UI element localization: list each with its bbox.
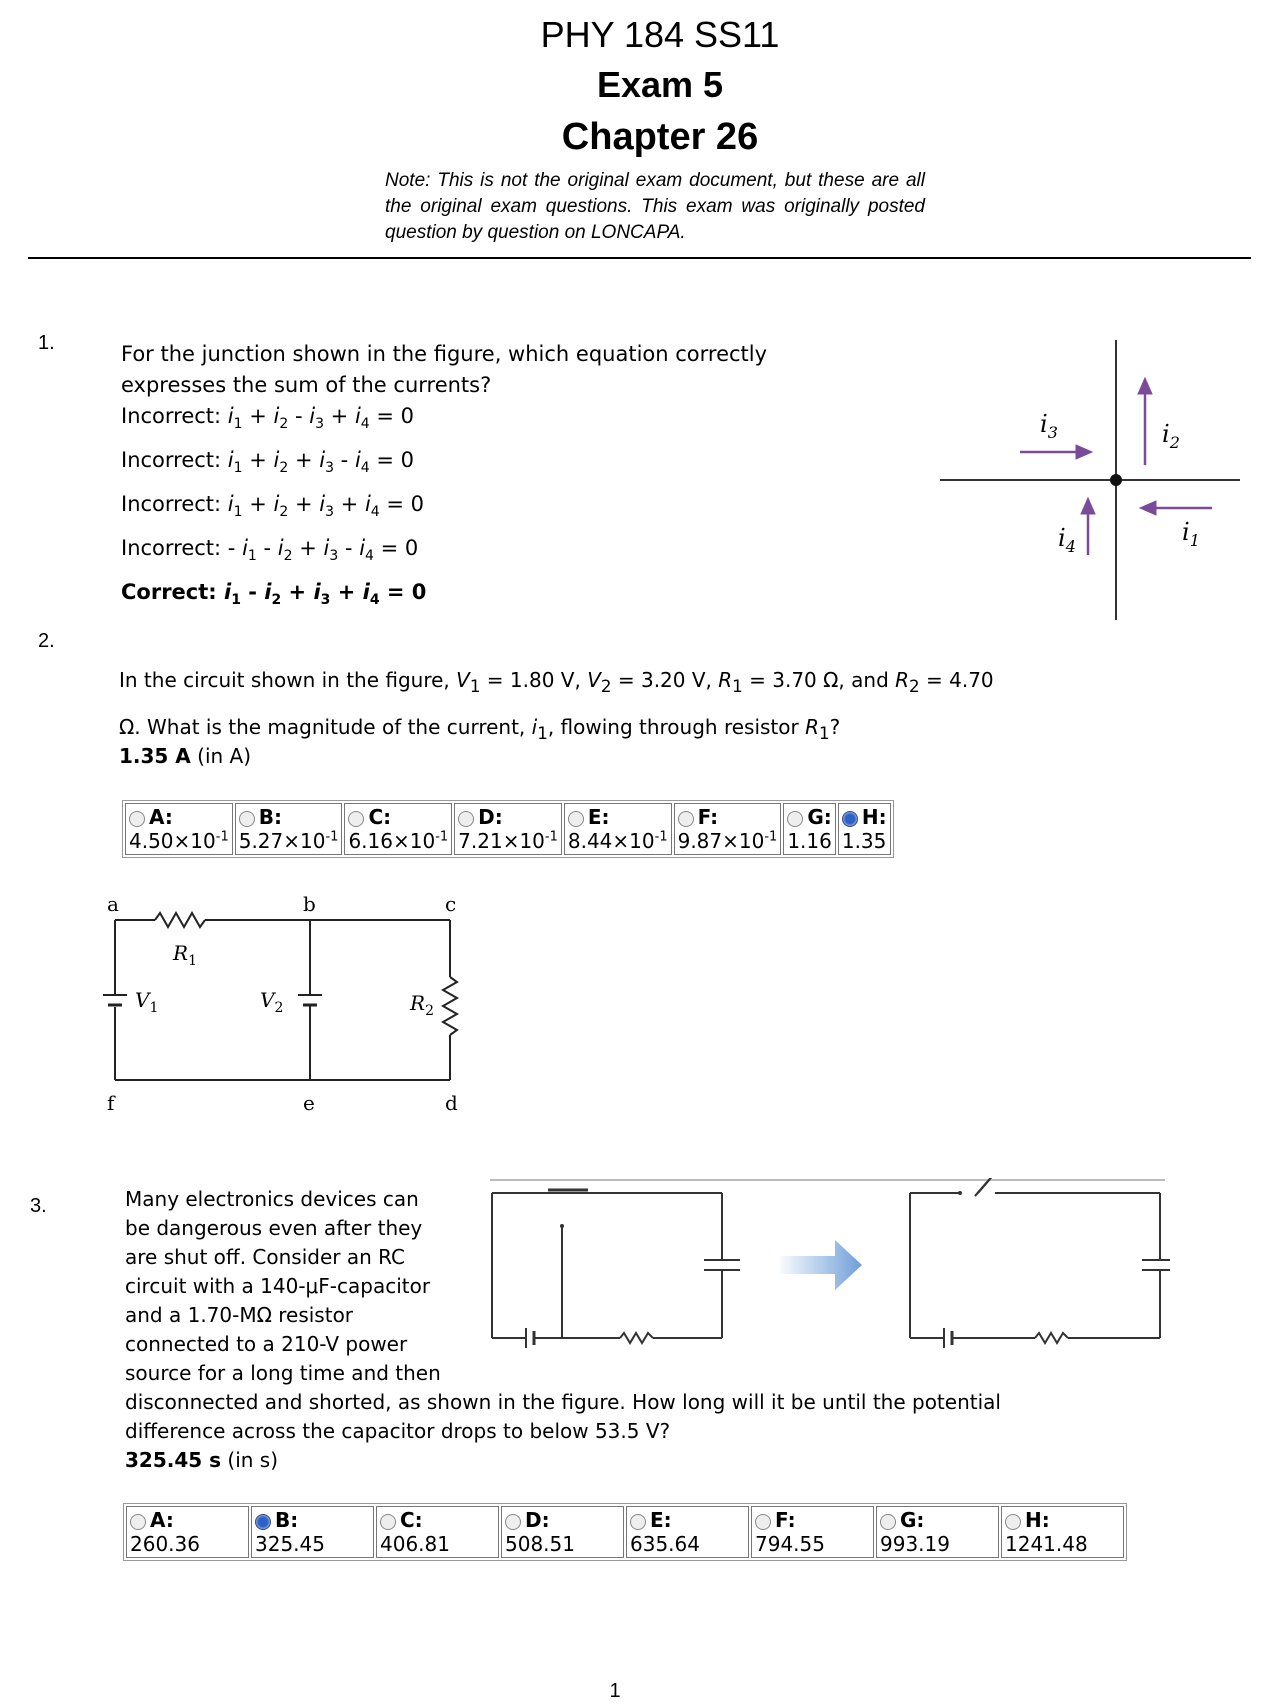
radio-button[interactable] <box>255 1514 271 1530</box>
node-a: a <box>107 895 119 916</box>
chapter-title: Chapter 26 <box>561 116 759 158</box>
choice-cell[interactable] <box>751 1506 874 1558</box>
choice-letter: G: <box>807 805 832 829</box>
operator: = 0 <box>373 536 419 560</box>
question-3-answer-unit: (in s) <box>221 1448 279 1472</box>
option-label: Incorrect: <box>121 536 228 560</box>
operator: - <box>227 536 243 560</box>
question-2-answer <box>119 744 251 768</box>
choice-value: 1.16 <box>787 829 832 853</box>
choice-cell[interactable] <box>235 803 343 855</box>
current-symbol: i <box>224 580 232 604</box>
radio-button[interactable] <box>505 1514 521 1530</box>
current-subscript: 4 <box>365 548 374 565</box>
choice-letter: E: <box>650 1508 672 1532</box>
choice-value: $6.16\times 10^{-1}$ <box>348 829 449 853</box>
choice-value: $4.50\times 10^{-1}$ <box>129 829 229 853</box>
choice-cell[interactable] <box>125 803 233 855</box>
current-subscript: 3 <box>329 548 339 565</box>
operator: + <box>242 448 274 472</box>
choice-cell[interactable] <box>501 1506 624 1558</box>
question-3-prompt-line: connected to a 210-V power <box>125 1332 408 1356</box>
option-label: Correct: <box>121 580 224 604</box>
operator: = 0 <box>379 492 425 516</box>
operator: - <box>240 580 265 604</box>
operator: + <box>323 404 355 428</box>
choice-letter: C: <box>400 1508 423 1532</box>
current-subscript: 2 <box>271 592 282 609</box>
choice-cell[interactable] <box>376 1506 499 1558</box>
question-3-answer <box>125 1448 278 1472</box>
choice-cell[interactable] <box>783 803 836 855</box>
question-1-option <box>121 448 426 492</box>
choice-letter: B: <box>275 1508 299 1532</box>
node-f: f <box>107 1091 115 1115</box>
label-i3: $i_3$ <box>1040 410 1058 442</box>
radio-button[interactable] <box>129 811 145 827</box>
question-3-prompt-line: difference across the capacitor drops to below 53.5 V? <box>125 1419 671 1443</box>
choice-value: 635.64 <box>630 1532 700 1556</box>
radio-button[interactable] <box>380 1514 396 1530</box>
arrow-i1 <box>1140 501 1212 515</box>
choice-value: $9.87\times 10^{-1}$ <box>677 829 778 853</box>
question-1-option <box>121 536 426 580</box>
rc-circuit-figure <box>490 1178 1170 1358</box>
choice-letter: D: <box>478 805 503 829</box>
operator: - <box>288 404 310 428</box>
question-3-prompt-line: circuit with a 140-μF-capacitor <box>125 1274 431 1298</box>
operator: + <box>292 536 324 560</box>
current-symbol: i <box>364 492 371 516</box>
choice-cell[interactable] <box>674 803 782 855</box>
label-i1: $i_1$ <box>1182 518 1200 550</box>
arrow-i2 <box>1138 378 1152 465</box>
question-1-number: 1. <box>38 332 55 354</box>
current-subscript: 1 <box>233 460 243 477</box>
choice-value: 508.51 <box>505 1532 575 1556</box>
choice-value: $7.21\times 10^{-1}$ <box>458 829 558 853</box>
choice-cell[interactable] <box>564 803 672 855</box>
radio-button[interactable] <box>568 811 584 827</box>
choice-value: 794.55 <box>755 1532 825 1556</box>
radio-button[interactable] <box>348 811 364 827</box>
question-2-answer-value: 1.35 A <box>119 744 191 768</box>
current-symbol: i <box>309 404 316 428</box>
current-symbol: i <box>313 580 321 604</box>
choice-value: $5.27\times 10^{-1}$ <box>238 829 339 853</box>
choice-cell[interactable] <box>876 1506 999 1558</box>
choice-letter: B: <box>258 805 282 829</box>
operator: - <box>338 536 360 560</box>
question-2-choices <box>122 800 894 858</box>
current-symbol: i <box>227 404 234 428</box>
radio-button[interactable] <box>787 811 803 827</box>
header-divider <box>28 257 1251 259</box>
current-subscript: 2 <box>283 548 293 565</box>
current-symbol: i <box>319 448 326 472</box>
arrow-i3 <box>1020 445 1092 459</box>
question-1-option <box>121 580 426 624</box>
choices-table <box>123 1503 1127 1561</box>
operator: = 0 <box>369 448 415 472</box>
choice-letter: H: <box>861 805 887 829</box>
question-3-prompt-line: Many electronics devices can <box>125 1187 419 1211</box>
node-b: b <box>303 895 316 916</box>
question-3-choices <box>123 1503 1127 1561</box>
choice-cell[interactable] <box>838 803 891 855</box>
current-subscript: 1 <box>233 504 243 521</box>
circuit-figure <box>95 895 475 1120</box>
radio-button[interactable] <box>842 811 858 827</box>
transition-arrow-icon <box>780 1240 862 1290</box>
choice-letter: F: <box>775 1508 796 1532</box>
operator: = 0 <box>379 580 427 604</box>
current-subscript: 1 <box>247 548 257 565</box>
operator: + <box>288 492 320 516</box>
choice-value: 260.36 <box>130 1532 200 1556</box>
choice-letter: A: <box>150 1508 174 1532</box>
choice-letter: A: <box>149 805 173 829</box>
current-symbol: i <box>264 580 272 604</box>
question-1-prompt <box>121 339 901 401</box>
choice-letter: G: <box>900 1508 925 1532</box>
choice-cell[interactable] <box>626 1506 749 1558</box>
current-subscript: 3 <box>325 504 334 521</box>
question-2-prompt: In the circuit shown in the figure, $V_1 = 1.80$ V, $V_2 = 3.20$ V, $R_1 = 3.70$ Ω, and $R_2 = 4.70$ Ω. What is the magnitude of the current, $i_1$, flowing through resistor $R_1$? <box>119 668 994 743</box>
radio-button[interactable] <box>630 1514 646 1530</box>
current-symbol: i <box>354 404 361 428</box>
operator: - <box>334 448 355 472</box>
question-3-prompt-line: are shut off. Consider an RC <box>125 1245 405 1269</box>
choice-cell[interactable] <box>344 803 452 855</box>
operator: = 0 <box>369 404 415 428</box>
choice-cell[interactable] <box>1001 1506 1124 1558</box>
choice-letter: H: <box>1025 1508 1050 1532</box>
node-e: e <box>303 1091 315 1115</box>
choice-value: 993.19 <box>880 1532 950 1556</box>
current-subscript: 4 <box>360 460 370 477</box>
radio-button[interactable] <box>880 1514 896 1530</box>
current-symbol: i <box>273 492 280 516</box>
current-symbol: i <box>227 448 234 472</box>
node-d: d <box>445 1091 458 1115</box>
junction-figure <box>940 330 1250 620</box>
page-number: 1 <box>609 1680 621 1702</box>
node-c: c <box>445 895 457 916</box>
option-label: Incorrect: <box>121 404 228 428</box>
current-subscript: 4 <box>369 592 380 609</box>
operator: + <box>334 492 365 516</box>
current-subscript: 2 <box>279 504 289 521</box>
course-title: PHY 184 SS11 <box>540 14 780 55</box>
current-subscript: 4 <box>360 416 370 433</box>
current-symbol: i <box>323 536 330 560</box>
choice-letter: D: <box>525 1508 550 1532</box>
label-i4: $i_4$ <box>1058 524 1076 556</box>
question-3-number: 3. <box>30 1195 47 1217</box>
choice-letter: C: <box>368 805 392 829</box>
current-symbol: i <box>362 580 370 604</box>
radio-button[interactable] <box>678 811 694 827</box>
header-note: Note: This is not the original exam document, but these are all the original exam questions. This exam was originally posted question by question on LONCAPA. <box>385 170 925 243</box>
current-subscript: 1 <box>231 592 241 609</box>
label-V2: $V_2$ <box>260 988 284 1016</box>
question-1-options <box>121 404 426 624</box>
choice-cell[interactable] <box>454 803 562 855</box>
radio-button[interactable] <box>130 1514 146 1530</box>
choice-value: 406.81 <box>380 1532 450 1556</box>
current-symbol: i <box>277 536 284 560</box>
operator: + <box>330 580 363 604</box>
choice-value: $8.44\times 10^{-1}$ <box>567 829 668 853</box>
option-label: Incorrect: <box>121 492 228 516</box>
current-subscript: 4 <box>370 504 380 521</box>
current-subscript: 3 <box>320 592 331 609</box>
question-2-prompt-start: In the circuit shown in the figure, <box>119 668 457 692</box>
operator: + <box>242 492 274 516</box>
question-3-answer-value: 325.45 s <box>125 1448 222 1472</box>
question-2-answer-unit: (in A) <box>190 744 252 768</box>
question-1-option <box>121 404 426 448</box>
operator: + <box>242 404 274 428</box>
radio-button[interactable] <box>239 811 255 827</box>
radio-button[interactable] <box>1005 1514 1021 1530</box>
current-subscript: 3 <box>315 416 324 433</box>
question-3-prompt-line: and a 1.70-MΩ resistor <box>125 1303 354 1327</box>
radio-button[interactable] <box>458 811 474 827</box>
operator: + <box>281 580 314 604</box>
question-1-prompt-line: For the junction shown in the figure, which equation correctly <box>121 342 768 366</box>
current-subscript: 3 <box>325 460 334 477</box>
label-i2: $i_2$ <box>1162 420 1180 452</box>
current-subscript: 2 <box>279 416 289 433</box>
choice-value: 1241.48 <box>1005 1532 1088 1556</box>
current-symbol: i <box>273 448 280 472</box>
choice-cell[interactable] <box>126 1506 249 1558</box>
arrow-i4 <box>1081 498 1095 555</box>
choices-table <box>122 800 894 858</box>
current-symbol: i <box>242 536 248 560</box>
choice-cell[interactable] <box>251 1506 374 1558</box>
choice-value: 325.45 <box>255 1532 325 1556</box>
current-subscript: 1 <box>233 416 243 433</box>
operator: - <box>256 536 278 560</box>
question-1-option <box>121 492 426 536</box>
operator: + <box>288 448 320 472</box>
question-3-prompt-line: disconnected and shorted, as shown in the figure. How long will it be until the potential <box>125 1390 1001 1414</box>
option-label: Incorrect: <box>121 448 228 472</box>
choice-letter: E: <box>587 805 610 829</box>
radio-button[interactable] <box>755 1514 771 1530</box>
current-symbol: i <box>273 404 280 428</box>
exam-title: Exam 5 <box>596 64 724 105</box>
choice-letter: F: <box>697 805 719 829</box>
question-3-prompt-line: be dangerous even after they <box>125 1216 423 1240</box>
label-R2: $R_2$ <box>410 991 434 1019</box>
question-1-prompt-line: expresses the sum of the currents? <box>121 373 492 397</box>
label-R1: $R_1$ <box>173 941 197 969</box>
current-symbol: i <box>354 448 361 472</box>
current-symbol: i <box>359 536 366 560</box>
current-symbol: i <box>227 492 234 516</box>
choice-value: 1.35 <box>841 829 887 853</box>
current-symbol: i <box>319 492 326 516</box>
label-V1: $V_1$ <box>135 988 159 1016</box>
question-3-prompt-line: source for a long time and then <box>125 1361 441 1385</box>
question-2-number: 2. <box>38 630 55 652</box>
current-subscript: 2 <box>279 460 289 477</box>
